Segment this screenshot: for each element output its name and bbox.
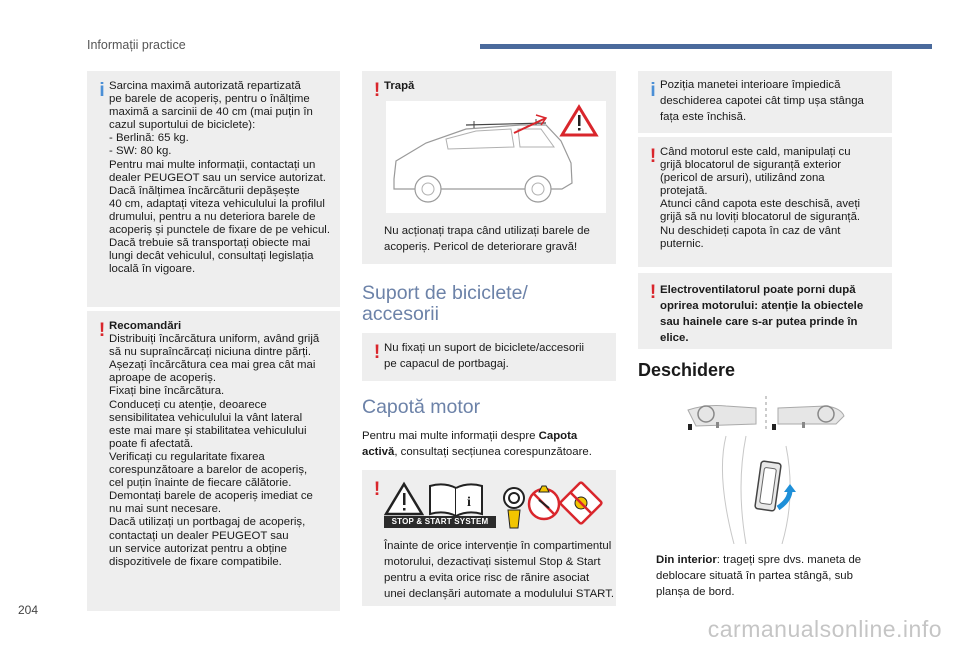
section-title-opening: Deschidere xyxy=(638,360,736,380)
para-text: Pentru mai multe informații despre xyxy=(362,430,539,442)
fan-warning-box xyxy=(638,273,892,349)
box-line: Distribuiți încărcătura uniform, având grijă xyxy=(109,333,320,346)
box-line: - SW: 80 kg. xyxy=(109,145,172,158)
bonnet-release-lever-illustration xyxy=(686,396,846,544)
box-line: dealer PEUGEOT sau un service autorizat. xyxy=(109,171,326,184)
stop-start-warning-box xyxy=(362,470,616,606)
box-line: acoperiș și punctele de fixare de pe vehicul. xyxy=(109,224,330,237)
warning-exclamation-icon: ! xyxy=(373,342,381,363)
box-line: Atunci când capota este deschisă, aveți xyxy=(660,198,861,211)
box-line: fața este închisă. xyxy=(660,111,747,123)
box-line: grijă blocatorul de siguranță exterior xyxy=(660,159,842,172)
box-line: un service autorizat pentru a obține xyxy=(109,542,287,555)
box-line: contactați un dealer PEUGEOT sau xyxy=(109,529,289,542)
box-line: elice. xyxy=(660,332,689,344)
box-line: pe barele de acoperiș, pentru o înălțime xyxy=(109,93,310,106)
section-title-bonnet: Capotă motor xyxy=(362,396,481,418)
box-line: Dacă înălțimea încărcăturii depășește xyxy=(109,184,300,197)
bullet-text: planșa de bord. xyxy=(656,586,735,598)
hot-engine-warning-box xyxy=(638,137,892,267)
info-icon: i xyxy=(650,80,656,101)
watermark: carmanualsonline.info xyxy=(707,616,942,642)
section-title-bike-rack xyxy=(362,283,528,325)
box-line: locală în vigoare. xyxy=(109,263,196,276)
warning-exclamation-icon: ! xyxy=(373,479,381,500)
bullet-text: : trageți spre dvs. maneta de xyxy=(716,554,862,566)
bullet-bold: Din interior xyxy=(656,554,717,566)
box-line: dispozitivele de fixare compatibile. xyxy=(109,555,282,568)
box-line: drumului, pentru a nu deteriora barele de xyxy=(109,210,316,223)
stop-start-label: STOP & START SYSTEM xyxy=(384,516,496,528)
box-line: Nu deschideți capota în caz de vânt xyxy=(660,224,841,237)
interior-release-instruction xyxy=(638,552,892,600)
bullet-text: deblocare situată în partea stângă, sub xyxy=(656,570,853,582)
para-text: , consultați secțiunea corespunzătoare. xyxy=(394,446,592,458)
box-line: unei declanșări automate a modulului START. xyxy=(384,588,615,600)
box-line: pentru a evita orice risc de rănire asociat xyxy=(384,572,590,584)
box-line: puternic. xyxy=(660,237,704,250)
box-line: grijă să nu loviți blocatorul de siguranță. xyxy=(660,211,861,224)
box-line: este mai mare și stabilitatea vehiculului xyxy=(109,424,307,437)
box-line: Demontați barele de acoperiș imediat ce xyxy=(109,490,313,503)
box-line: Dacă utilizați un portbagaj de acoperiș, xyxy=(109,516,306,529)
bike-rack-warning-box xyxy=(362,333,616,381)
box-line: Fixați bine încărcătura. xyxy=(109,385,225,398)
sunroof-warning-box xyxy=(362,71,616,264)
box-line: acoperiș. Pericol de deteriorare gravă! xyxy=(384,241,578,253)
box-line: să nu supraîncărcați niciuna dintre părți. xyxy=(109,346,311,359)
box-line: pe capacul de portbagaj. xyxy=(384,358,509,370)
box-line: maximă a sarcinii de 40 cm (mai puțin în xyxy=(109,106,313,119)
roof-load-info-box xyxy=(87,71,340,307)
box-line: lungi decât vehiculul, consultați legislația xyxy=(109,250,314,263)
page-header: Informații practice xyxy=(87,38,186,52)
box-line: Sarcina maximă autorizată repartizată xyxy=(109,80,301,92)
car-roof-illustration xyxy=(386,101,606,213)
box-line: Nu acționați trapa când utilizați barele de xyxy=(384,225,590,237)
bonnet-paragraph xyxy=(362,428,616,460)
box-line: 40 cm, adaptați viteza vehiculului la profilul xyxy=(109,197,325,210)
box-line: Când motorul este cald, manipulați cu xyxy=(660,146,851,158)
warning-exclamation-icon: ! xyxy=(98,320,106,341)
box-title: Trapă xyxy=(384,80,415,92)
lever-info-box xyxy=(638,71,892,133)
box-line: Electroventilatorul poate porni după xyxy=(660,284,856,296)
info-icon: i xyxy=(99,80,105,101)
recommendations-warning-box xyxy=(87,311,340,611)
box-line: Verificați cu regularitate fixarea xyxy=(109,450,265,463)
box-line: deschiderea capotei cât timp ușa stânga xyxy=(660,95,864,107)
box-line: corespunzătoare a barelor de acoperiș, xyxy=(109,464,308,477)
para-bold: activă xyxy=(362,446,395,458)
warning-exclamation-icon: ! xyxy=(649,146,657,167)
para-bold: Capota xyxy=(538,430,578,442)
warning-exclamation-icon: ! xyxy=(373,80,381,101)
page-number: 204 xyxy=(18,603,39,617)
box-line: motorului, dezactivați sistemul Stop & Start xyxy=(384,556,601,568)
box-line: oprirea motorului: atenție la obiectele xyxy=(660,300,864,312)
box-line: Pentru mai multe informații, contactați un xyxy=(109,158,316,171)
box-line: nu mai sunt necesare. xyxy=(109,503,222,516)
svg-text:i: i xyxy=(467,495,471,510)
box-line: Poziția manetei interioare împiedică xyxy=(660,79,841,91)
box-line: Dacă trebuie să transportați obiecte mai xyxy=(109,237,311,250)
box-line: poate fi afectată. xyxy=(109,437,194,450)
box-line: Înainte de orice intervenție în compartimentul xyxy=(384,540,612,552)
box-title: Recomandări xyxy=(109,320,182,332)
box-line: Nu fixați un suport de biciclete/accesorii xyxy=(384,342,585,354)
box-line: Conduceți cu atenție, deoarece xyxy=(109,398,267,411)
box-line: cazul suportului de biciclete): xyxy=(109,119,256,132)
box-line: cel puțin înainte de fiecare călătorie. xyxy=(109,477,292,490)
box-line: aproape de acoperiș. xyxy=(109,372,217,385)
box-line: sensibilitatea vehiculului la vânt lateral xyxy=(109,411,303,424)
section-title-line: Suport de biciclete/ xyxy=(362,282,528,304)
header-bar xyxy=(480,44,932,49)
box-line: Așezați încărcătura cea mai grea cât mai xyxy=(109,359,316,372)
section-title-line: accesorii xyxy=(362,303,439,325)
box-line: protejată. xyxy=(660,185,708,198)
box-line: sau hainele care s-ar putea prinde în xyxy=(660,316,858,328)
warning-exclamation-icon: ! xyxy=(649,282,657,303)
box-line: (pericol de arsuri), utilizând zona xyxy=(660,172,825,185)
box-line: - Berlină: 65 kg. xyxy=(109,132,189,145)
